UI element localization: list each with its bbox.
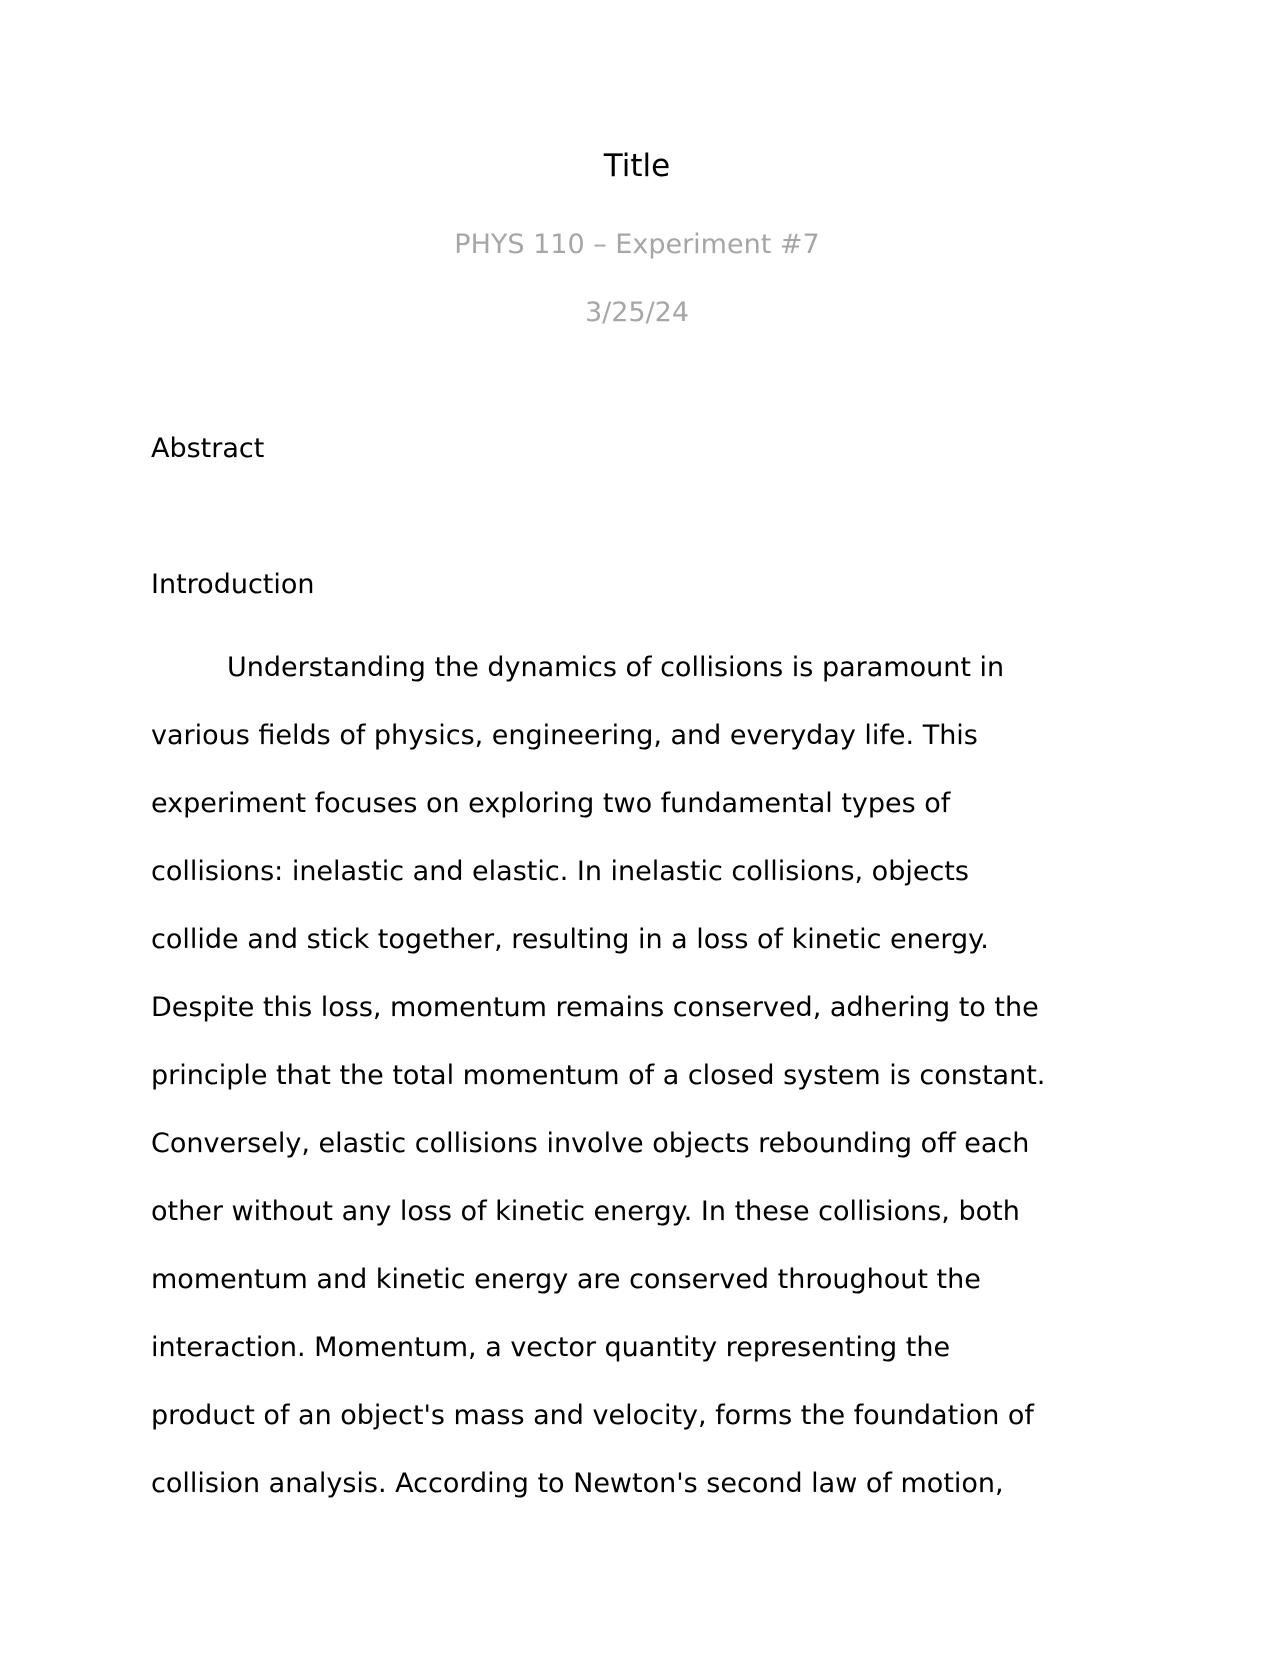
paragraph-line: Conversely, elastic collisions involve objects rebounding off each [151, 1128, 1030, 1159]
paragraph-line: various fields of physics, engineering, and everyday life. This [151, 720, 978, 751]
paragraph-line: momentum and kinetic energy are conserved throughout the [151, 1264, 981, 1295]
paragraph-line: product of an object's mass and velocity, forms the foundation of [151, 1400, 1034, 1431]
document-title: Title [603, 148, 671, 184]
paragraph-line: other without any loss of kinetic energy. In these collisions, both [151, 1196, 1020, 1227]
paragraph-line: interaction. Momentum, a vector quantity representing the [151, 1332, 951, 1363]
abstract-heading: Abstract [151, 433, 265, 464]
introduction-paragraph [151, 634, 1131, 1518]
paragraph-line: collide and stick together, resulting in a loss of kinetic energy. [151, 924, 989, 955]
paragraph-line: experiment focuses on exploring two fundamental types of [151, 788, 951, 819]
paragraph-line: principle that the total momentum of a closed system is constant. [151, 1060, 1046, 1091]
paragraph-line: Despite this loss, momentum remains conserved, adhering to the [151, 992, 1039, 1023]
course-label: PHYS 110 – Experiment #7 [454, 229, 820, 260]
paragraph-line: collision analysis. According to Newton's second law of motion, [151, 1468, 1004, 1499]
document-date: 3/25/24 [584, 297, 690, 328]
paragraph-line: collisions: inelastic and elastic. In inelastic collisions, objects [151, 856, 969, 887]
paragraph-line: Understanding the dynamics of collisions is paramount in [227, 652, 1005, 683]
introduction-heading: Introduction [151, 569, 315, 600]
